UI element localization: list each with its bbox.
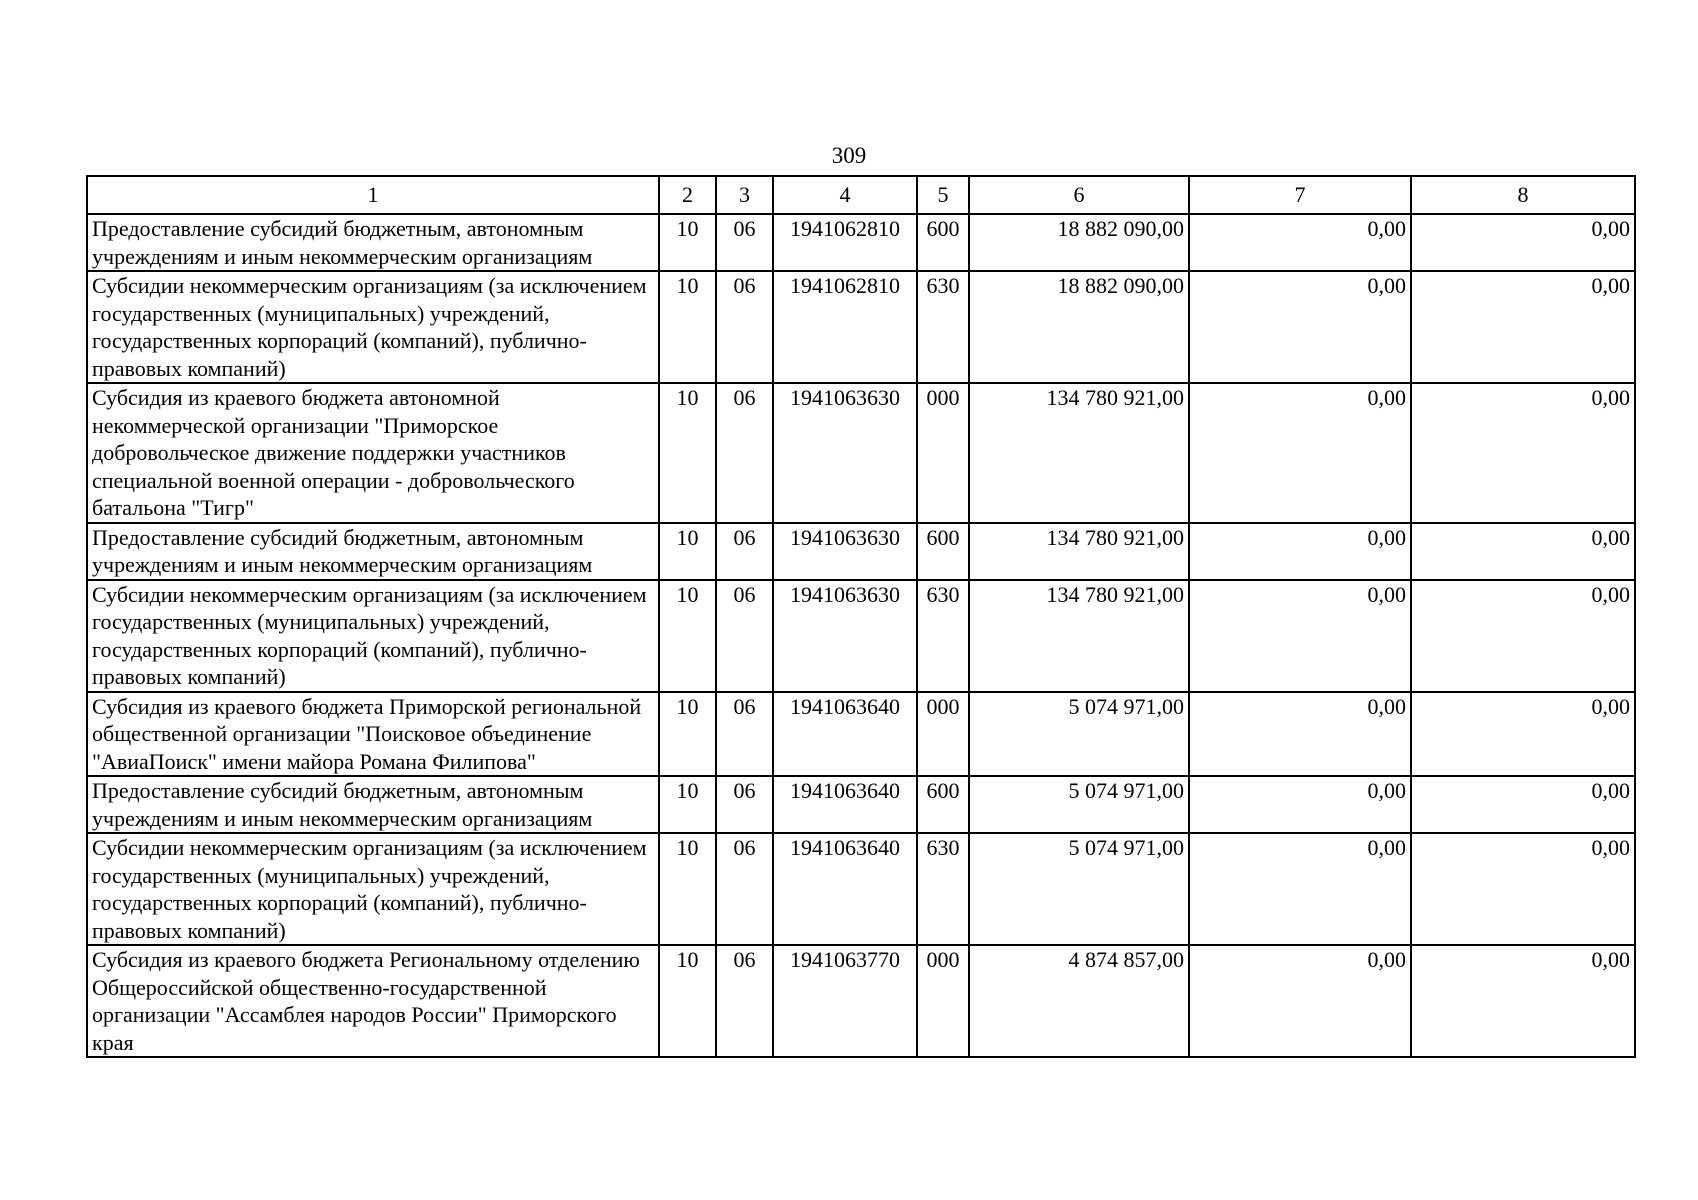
section-code: 10	[659, 692, 716, 777]
expense-type-code: 600	[917, 523, 969, 580]
column-header: 3	[716, 176, 773, 214]
column-header: 1	[87, 176, 659, 214]
target-article-code: 1941063630	[773, 580, 917, 692]
target-article-code: 1941062810	[773, 271, 917, 383]
expense-type-code: 630	[917, 833, 969, 945]
amount-col-6: 5 074 971,00	[969, 776, 1189, 833]
section-code: 10	[659, 776, 716, 833]
amount-col-7: 0,00	[1189, 271, 1411, 383]
subsection-code: 06	[716, 776, 773, 833]
section-code: 10	[659, 383, 716, 523]
amount-col-6: 4 874 857,00	[969, 945, 1189, 1057]
table-row	[87, 692, 1635, 777]
row-description: Предоставление субсидий бюджетным, автономным учреждениям и иным некоммерческим организациям	[87, 523, 659, 580]
amount-col-6: 18 882 090,00	[969, 271, 1189, 383]
amount-col-7: 0,00	[1189, 776, 1411, 833]
amount-col-7: 0,00	[1189, 383, 1411, 523]
amount-col-6: 5 074 971,00	[969, 833, 1189, 945]
expense-type-code: 630	[917, 271, 969, 383]
amount-col-8: 0,00	[1411, 945, 1635, 1057]
expense-type-code: 600	[917, 776, 969, 833]
table-row	[87, 383, 1635, 523]
column-header: 5	[917, 176, 969, 214]
table-row	[87, 271, 1635, 383]
table-row	[87, 776, 1635, 833]
amount-col-8: 0,00	[1411, 383, 1635, 523]
table-row	[87, 214, 1635, 271]
amount-col-7: 0,00	[1189, 580, 1411, 692]
row-description: Субсидия из краевого бюджета Региональному отделению Общероссийской общественно-государственной организации "Ассамблея народов России" Приморского края	[87, 945, 659, 1057]
section-code: 10	[659, 271, 716, 383]
row-description: Субсидия из краевого бюджета автономной некоммерческой организации "Приморское добровольческое движение поддержки участников специальной военной операции - добровольческого батальона "Тигр"	[87, 383, 659, 523]
subsection-code: 06	[716, 214, 773, 271]
amount-col-7: 0,00	[1189, 523, 1411, 580]
subsection-code: 06	[716, 523, 773, 580]
amount-col-8: 0,00	[1411, 214, 1635, 271]
section-code: 10	[659, 945, 716, 1057]
amount-col-6: 134 780 921,00	[969, 580, 1189, 692]
column-header: 7	[1189, 176, 1411, 214]
amount-col-7: 0,00	[1189, 692, 1411, 777]
target-article-code: 1941063640	[773, 833, 917, 945]
row-description: Предоставление субсидий бюджетным, автономным учреждениям и иным некоммерческим организациям	[87, 214, 659, 271]
row-description: Субсидии некоммерческим организациям (за исключением государственных (муниципальных) учреждений, государственных корпораций (компаний), публично-правовых компаний)	[87, 580, 659, 692]
table-body	[87, 214, 1635, 1057]
amount-col-8: 0,00	[1411, 776, 1635, 833]
column-header: 6	[969, 176, 1189, 214]
amount-col-8: 0,00	[1411, 833, 1635, 945]
section-code: 10	[659, 214, 716, 271]
amount-col-8: 0,00	[1411, 692, 1635, 777]
table-row	[87, 523, 1635, 580]
target-article-code: 1941062810	[773, 214, 917, 271]
amount-col-6: 5 074 971,00	[969, 692, 1189, 777]
column-header: 8	[1411, 176, 1635, 214]
column-header: 2	[659, 176, 716, 214]
row-description: Субсидии некоммерческим организациям (за исключением государственных (муниципальных) учреждений, государственных корпораций (компаний), публично-правовых компаний)	[87, 833, 659, 945]
section-code: 10	[659, 580, 716, 692]
budget-table	[86, 175, 1636, 1058]
row-description: Субсидия из краевого бюджета Приморской региональной общественной организации "Поисковое объединение "АвиаПоиск" имени майора Романа Филипова"	[87, 692, 659, 777]
expense-type-code: 600	[917, 214, 969, 271]
page-number: 309	[831, 143, 867, 168]
subsection-code: 06	[716, 692, 773, 777]
expense-type-code: 000	[917, 383, 969, 523]
subsection-code: 06	[716, 945, 773, 1057]
row-description: Предоставление субсидий бюджетным, автономным учреждениям и иным некоммерческим организациям	[87, 776, 659, 833]
section-code: 10	[659, 833, 716, 945]
table-row	[87, 580, 1635, 692]
amount-col-7: 0,00	[1189, 945, 1411, 1057]
target-article-code: 1941063640	[773, 692, 917, 777]
subsection-code: 06	[716, 580, 773, 692]
expense-type-code: 000	[917, 945, 969, 1057]
amount-col-7: 0,00	[1189, 833, 1411, 945]
target-article-code: 1941063640	[773, 776, 917, 833]
table-row	[87, 833, 1635, 945]
target-article-code: 1941063630	[773, 523, 917, 580]
target-article-code: 1941063770	[773, 945, 917, 1057]
row-description: Субсидии некоммерческим организациям (за исключением государственных (муниципальных) учреждений, государственных корпораций (компаний), публично-правовых компаний)	[87, 271, 659, 383]
subsection-code: 06	[716, 271, 773, 383]
amount-col-6: 134 780 921,00	[969, 383, 1189, 523]
subsection-code: 06	[716, 833, 773, 945]
amount-col-6: 134 780 921,00	[969, 523, 1189, 580]
column-header: 4	[773, 176, 917, 214]
expense-type-code: 000	[917, 692, 969, 777]
expense-type-code: 630	[917, 580, 969, 692]
header-row	[87, 176, 1635, 214]
amount-col-8: 0,00	[1411, 523, 1635, 580]
section-code: 10	[659, 523, 716, 580]
table-header	[87, 176, 1635, 214]
subsection-code: 06	[716, 383, 773, 523]
amount-col-6: 18 882 090,00	[969, 214, 1189, 271]
table-row	[87, 945, 1635, 1057]
amount-col-8: 0,00	[1411, 271, 1635, 383]
amount-col-8: 0,00	[1411, 580, 1635, 692]
amount-col-7: 0,00	[1189, 214, 1411, 271]
target-article-code: 1941063630	[773, 383, 917, 523]
